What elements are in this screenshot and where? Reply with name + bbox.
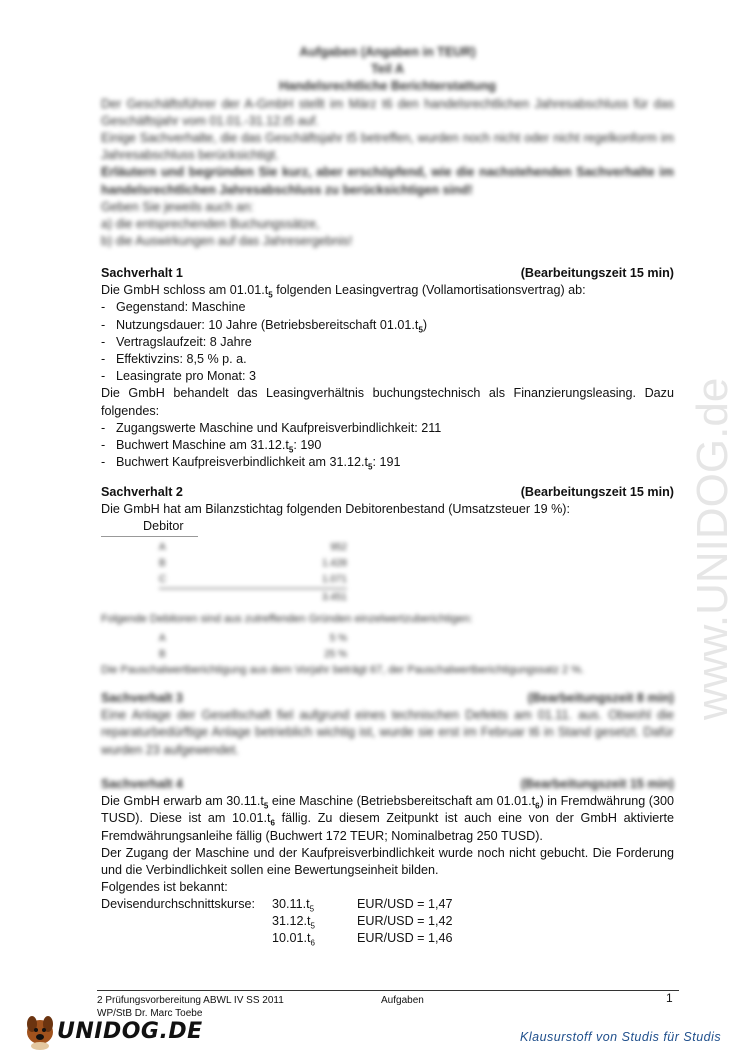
s2-intro: Die GmbH hat am Bilanzstichtag folgenden Debitorenbestand (Umsatzsteuer 19 %): — [101, 502, 571, 517]
table-row: $10.01.t_6$ — [272, 931, 315, 948]
s3-time: (Bearbeitungszeit 8 min) — [527, 691, 674, 705]
list-item: - Effektivzins: 8,5 % p. a. — [101, 351, 674, 368]
table-total: 3.451 — [321, 591, 347, 603]
footer-center: Aufgaben — [381, 995, 424, 1006]
table-row: $30.11.t_5$ — [272, 897, 315, 914]
ew-table — [101, 628, 674, 662]
part-title: Teil A — [371, 62, 404, 77]
intro-item-b: b) die Auswirkungen auf das Jahresergebnis! — [101, 234, 353, 249]
s4-paragraph-1: Die GmbH erwarb am $30.11.t_5$ eine Maschine (Betriebsbereitschaft am $01.01.t_6$) in Fremdwährung (300 TUSD). Diese ist am $10.01.t_6$ fällig. Zu diesem Zeitpunkt ist auch eine von der GmbH aktivierte Fremdwährungsanleihe fällig (Buchwert 172 TEUR; Nominalbetrag 250 TUSD). — [101, 794, 674, 843]
s2-paragraph-2: Folgende Debitoren sind aus zutreffenden Gründen einzelwertzuberichtigen: — [101, 612, 473, 625]
sachverhalt-4 — [101, 776, 674, 950]
logo-text: UNIDOG.DE — [57, 1019, 203, 1044]
s1-list — [101, 299, 674, 385]
page-number: 1 — [666, 991, 673, 1005]
s1-intro: Die GmbH schloss am $01.01.t_5$ folgenden Leasingvertrag (Vollamortisationsvertrag) ab: — [101, 283, 586, 300]
table-row: B 25 % — [159, 648, 347, 660]
footer-left-2: WP/StB Dr. Marc Toebe — [97, 1008, 203, 1019]
s2-time: (Bearbeitungszeit 15 min) — [520, 485, 674, 499]
section-subtitle: Handelsrechtliche Berichterstattung — [279, 79, 496, 94]
list-item: - Leasingrate pro Monat: 3 — [101, 368, 674, 385]
s4-paragraph-3: Folgendes ist bekannt: — [101, 880, 228, 895]
intro-item-a: a) die entsprechenden Buchungssätze, — [101, 217, 320, 232]
table-row-rate: EUR/USD = 1,47 — [357, 897, 453, 912]
watermark-text: www.UNIDOG.de — [688, 377, 737, 720]
table-row: $31.12.t_5$ — [272, 914, 315, 931]
list-item: - Buchwert Maschine am $31.12.t_5$: 190 — [101, 437, 674, 454]
watermark — [665, 240, 745, 740]
rates-label: Devisendurchschnittskurse: — [101, 897, 255, 912]
intro-block — [101, 44, 674, 250]
list-item: - Vertragslaufzeit: 8 Jahre — [101, 334, 674, 351]
list-item: - Nutzungsdauer: 10 Jahre (Betriebsbereitschaft $01.01.t_5$) — [101, 317, 674, 334]
sachverhalt-3 — [101, 690, 674, 759]
s2-paragraph-3: Die Pauschalwertberichtigung aus dem Vorjahr beträgt 67, der Pauschalwertberichtigungssatz 2 %. — [101, 663, 585, 676]
s1-paragraph: Die GmbH behandelt das Leasingverhältnis buchungstechnisch als Finanzierungsleasing. Dazu folgendes: — [101, 386, 674, 418]
list-item: - Gegenstand: Maschine — [101, 299, 674, 316]
sachverhalt-1 — [101, 265, 674, 471]
s3-text: Eine Anlage der Gesellschaft fiel aufgrund eines technischen Defekts am 01.11. aus. Obwohl die reparaturbedürftige Anlage betrieblich wichtig ist, wurde sie erst im Februar t6 in Stand gesetzt. Dafür wurden 23 aufgewendet. — [101, 708, 674, 757]
table-row: B 1.428 — [159, 557, 347, 569]
debitor-table — [101, 537, 674, 607]
sachverhalt-2 — [101, 484, 674, 679]
page-title: Aufgaben (Angaben in TEUR) — [299, 45, 476, 59]
s1-list-2 — [101, 420, 674, 472]
unidog-logo[interactable] — [20, 1010, 203, 1052]
s1-time: (Bearbeitungszeit 15 min) — [520, 266, 674, 280]
footer-claim: Klausurstoff von Studis für Studis — [520, 1030, 722, 1044]
intro-paragraph-1: Der Geschäftsführer der A-GmbH stellt im März t6 den handelsrechtlichen Jahresabschluss für das Geschäftsjahr vom 01.01.-31.12.t5 auf. — [101, 96, 674, 128]
table-row: C 1.071 — [159, 571, 347, 589]
table-row: A 5 % — [159, 632, 347, 644]
s1-heading: Sachverhalt 1 — [101, 266, 183, 280]
debitor-column-header: Debitor — [101, 518, 198, 536]
s4-paragraph-2: Der Zugang der Maschine und der Kaufpreisverbindlichkeit wurde noch nicht gebucht. Die Forderung und die Verbindlichkeit sollen eine Bewertungseinheit bilden. — [101, 845, 674, 878]
table-row-rate: EUR/USD = 1,46 — [357, 931, 453, 946]
table-row-rate: EUR/USD = 1,42 — [357, 914, 453, 929]
s4-heading-row — [101, 776, 674, 793]
intro-paragraph-4: Geben Sie jeweils auch an: — [101, 199, 254, 214]
s4-heading: Sachverhalt 4 — [101, 777, 183, 791]
s3-heading: Sachverhalt 3 — [101, 691, 183, 705]
footer-rule — [97, 990, 679, 991]
intro-paragraph-3: Erläutern und begründen Sie kurz, aber erschöpfend, wie die nachstehenden Sachverhalte im handelsrechtlichen Jahresabschluss zu berücksichtigen sind! — [101, 165, 674, 197]
list-item: - Buchwert Kaufpreisverbindlichkeit am $31.12.t_5$: 191 — [101, 454, 674, 471]
s2-heading: Sachverhalt 2 — [101, 485, 183, 499]
footer-left-1: 2 Prüfungsvorbereitung ABWL IV SS 2011 — [97, 995, 284, 1006]
s4-time: (Bearbeitungszeit 15 min) — [520, 777, 674, 791]
list-item: - Zugangswerte Maschine und Kaufpreisverbindlichkeit: 211 — [101, 420, 674, 437]
table-row: A 952 — [159, 541, 347, 553]
rates-table — [101, 896, 674, 950]
intro-paragraph-2: Einige Sachverhalte, die das Geschäftsjahr t5 betreffen, wurden noch nicht oder nicht regelkonform im Jahresabschluss berücksichtigt. — [101, 131, 674, 163]
